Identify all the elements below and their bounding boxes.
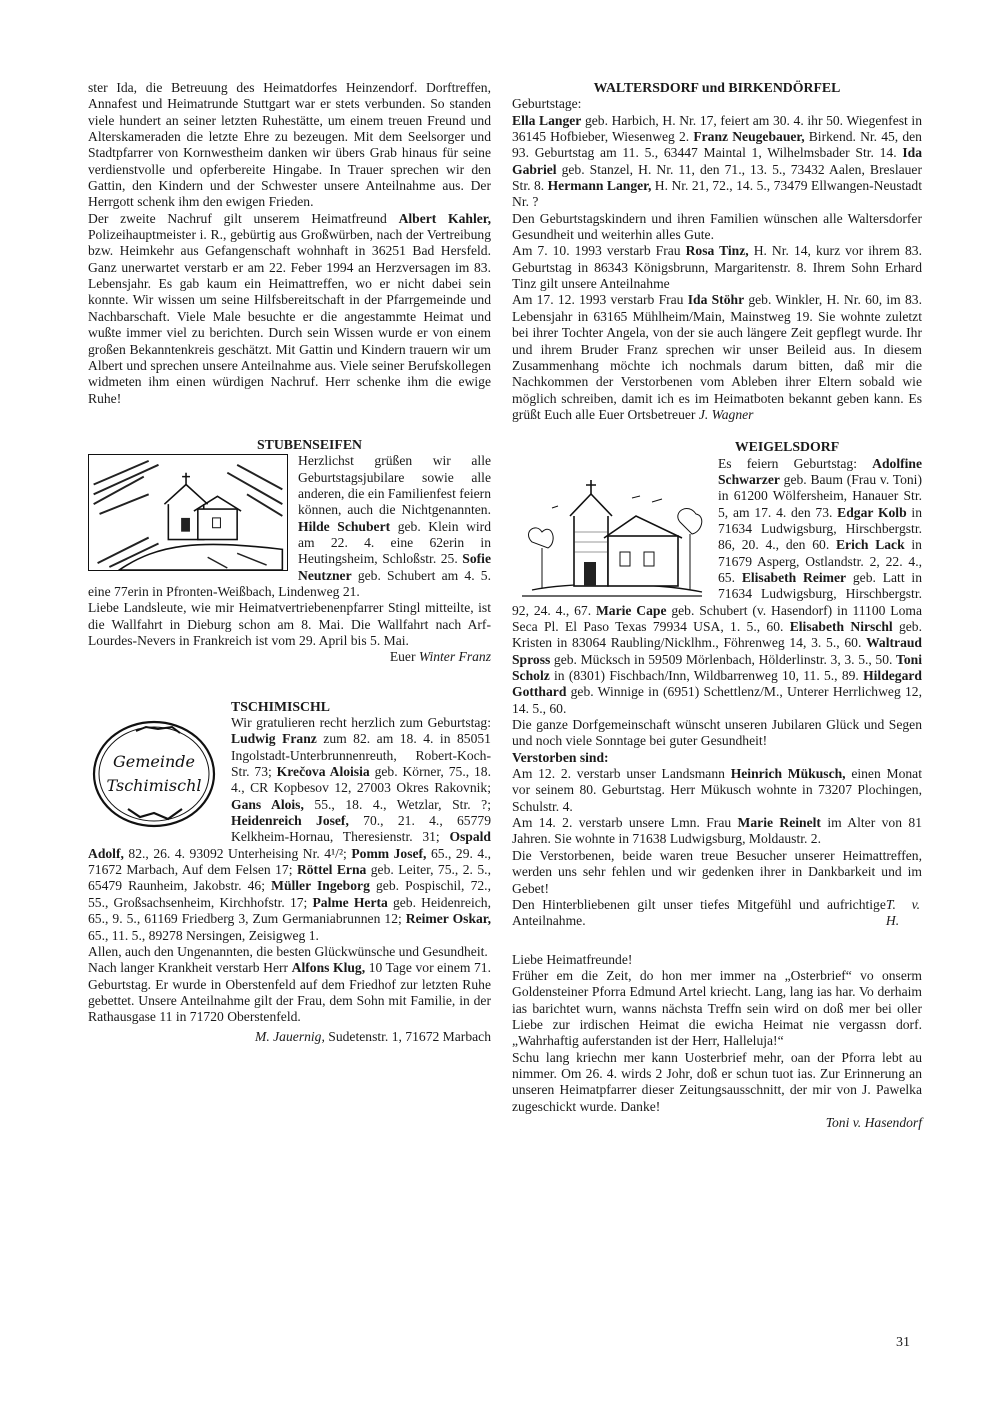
person-name: Albert Kahler,	[398, 210, 491, 226]
tschimischl-signature: M. Jauernig, Sudetenstr. 1, 71672 Marbach	[255, 1028, 491, 1044]
weigelsdorf-signature: T. v. H.	[885, 896, 920, 929]
left-column	[88, 80, 491, 1045]
stamp-seal	[88, 717, 223, 832]
stubenseifen-pilgrimage: Liebe Landsleute, wie mir Heimatvertriebenenpfarrer Stingl mitteilte, ist die Wallfahrt in Dieburg schon am 8. Mai. Die Wallfahrt nach Arf-Lourdes-Nevers in Frankreich ist vom 29. April bis 5. Mai.	[88, 600, 491, 648]
obituary-albert-kahler: Der zweite Nachruf gilt unserem Heimatfreund Albert Kahler, Polizeihauptmeister i. R., gebürtig aus Großwürben, nach der Vertreibung bzw. Heimkehr aus Gefangenschaft wohnhaft in 36251 Bad Hersfeld. Ganz unerwartet verstarb er am 22. Feber 1994 an Herzversagen im 83. Lebensjahr. Es gab kaum ein Heimattreffen, wo er nicht dabei sein konnte. Wir wissen um seine Hilfsbereitschaft in der Pfarrgemeinde und Nachbarschaft. Viele Male besuchte er die angestammte Heimat und wußte immer viel zu berichten. Durch sein Wissen wurde er von einem großen Bekanntenkreis geschätzt. Mit Gattin und Kindern trauern wir um Albert und sprechen unsere Anteilnahme aus. Viele seiner Berufskollegen widmeten ihm einen würdigen Nachruf. Herr schenke ihm die ewige Ruhe!	[88, 210, 491, 406]
letter-signature: Toni v. Hasendorf	[825, 1114, 922, 1130]
waltersdorf-subheading: Geburtstage:	[512, 96, 582, 112]
svg-text:Gemeinde: Gemeinde	[112, 752, 196, 772]
church-illustration-weigelsdorf	[512, 472, 710, 602]
weigelsdorf-birthdays: Es feiern Geburtstag: Adolfine Schwarzer geb. Baum (Frau v. Toni) in 61200 Wölfersheim, Hanauer Str. 5, am 17. 4. den 73. Edgar Kolb in 71634 Ludwigsburg, Hirschbergstr. 86, 20. 4., den 60. Erich Lack in 71679 Asperg, Ostlandstr. 2, 22. 4., 65. Elisabeth Reimer geb. Latt in 71634 Ludwigsburg, Hirschbergstr. 92, 24. 4., 67. Marie Cape geb. Schubert (v. Hasendorf) in 11100 Loma Seca Pl. El Paso Texas 79934 USA, 1. 5., 60. Elisabeth Nirschl geb. Kristen in 83064 Raubling/Nicklhm., Föhrenweg 14, 3. 5., 60. Waltraud Spross geb. Mücksch in 59509 Mörlenbach, Hölderlinstr. 3, 3. 5., 50. Toni Scholz in (8301) Fischbach/Inn, Wildbarrenweg 10, 11. 5., 89. Hildegard Gotthard geb. Winnige in (6951) Schettlenz/M., Unterer Herrlichweg 12, 14. 5., 60.	[512, 455, 922, 716]
letter-greeting: Liebe Heimatfreunde!	[512, 951, 633, 967]
tschimischl-wishes: Allen, auch den Ungenannten, die besten Glückwünsche und Gesundheit.	[88, 943, 488, 959]
stubenseifen-signature: Euer Winter Franz	[389, 649, 491, 665]
section-heading-stubenseifen: STUBENSEIFEN	[256, 436, 363, 452]
section-stubenseifen	[88, 453, 491, 665]
weigelsdorf-obituary-muekusch: Am 12. 2. verstarb unser Landsmann Heinrich Mükusch, einen Monat vor seinem 80. Geburtstag. Herr Mükusch wohnte in 73207 Plochingen, Schulstr. 4.	[512, 766, 922, 814]
church-illustration-stubenseifen	[88, 454, 288, 571]
letter-paragraph-2: Schu lang kriechn mer kann Uosterbrief mehr, oan der Pforra lebt au nimmer. Om 26. 4. wirds 2 Johr, doß er schun tuot ias. Zur Erinnerung an unseren Heimatpfarrer dieser Zeitungsausschnitt, der mir von J. Pawelka zugeschickt wurde. Danke!	[512, 1049, 922, 1114]
section-heading-waltersdorf: WALTERSDORF und BIRKENDÖRFEL	[593, 80, 841, 95]
waltersdorf-wishes: Den Geburtstagskindern und ihren Familien wünschen alle Waltersdorfer Gesundheit und weiterhin alles Gute.	[512, 210, 922, 243]
tschimischl-birthdays: Wir gratulieren recht herzlich zum Geburtstag: Ludwig Franz zum 82. am 18. 4. in 85051 Ingolstadt-Unterbrunnenreuth, Robert-Koch-Str. 73; Krečova Aloisia geb. Körner, 75., 18. 4., CR Kopbesov 12, 27003 Okres Rakovnik; Gans Alois, 55., 18. 4., Wetzlar, Str. ?; Heidenreich Josef, 70., 21. 4., 65779 Kelkheim-Hornau, Theresienstr. 31; Ospald Adolf, 82., 26. 4. 93092 Unterheising Nr. 4¹/²; Pomm Josef, 65., 29. 4., 71672 Marbach, Auf dem Felsen 17; Röttel Erna geb. Leiter, 75., 2. 5., 65479 Raunheim, Jakobstr. 46; Müller Ingeborg geb. Pospischil, 72., 55., Großsachsenheim, Kirchhofstr. 17; Palme Herta geb. Heidenreich, 65., 9. 5., 61169 Friedberg 3, Zum Germaniabrunnen 12; Reimer Oskar, 65., 11. 5., 89278 Nersingen, Zeisigweg 1.	[88, 715, 492, 943]
waltersdorf-birthdays: Ella Langer geb. Harbich, H. Nr. 17, feiert am 30. 4. ihr 50. Wiegenfest in 36145 Hofbieber, Wiesenweg 2. Franz Neugebauer, Birkend. Nr. 45, den 93. Geburtstag am 11. 5., 63447 Maintal 1, Wilhelmsbader Str. 14. Ida Gabriel geb. Stanzel, H. Nr. 11, den 71., 13. 5., 73432 Aalen, Breslauer Str. 8. Hermann Langer, H. Nr. 21, 72., 14. 5., 73479 Ellwangen-Neustadt Nr. ?	[512, 112, 923, 210]
church-drawing	[512, 472, 710, 602]
waltersdorf-obituary-stoehr: Am 17. 12. 1993 verstarb Frau Ida Stöhr geb. Winkler, H. Nr. 60, im 83. Lebensjahr in 63165 Mühlheim/Main, Mainstweg 19. Sie wohnte zuletzt bei ihrer Tochter Angela, von der sie auch längere Zeit gepflegt wurde. Ihr und ihrem Bruder Franz sprechen wir unser Beileid aus. In diesem Zusammenhang möchte ich nochmals darum bitten, daß mir die Nachkommen der Verstorbenen vom Ableben ihrer Eltern sobald wie möglich schreiben, damit ich es im Heimatboten bekannt geben kann. Es grüßt Euch alle Euer Ortsbetreuer J. Wagner	[512, 292, 922, 422]
section-weigelsdorf	[512, 456, 922, 930]
weigelsdorf-condolence: Den Hinterbliebenen gilt unser tiefes Mitgefühl und aufrichtige Anteilnahme. T. v. H.	[512, 896, 920, 929]
church-drawing	[89, 455, 287, 570]
section-tschimischl	[88, 715, 491, 1045]
weigelsdorf-wishes: Die ganze Dorfgemeinschaft wünscht unseren Jubilaren Glück und Segen und noch viele Sonntage bei guter Gesundheit!	[512, 717, 922, 749]
svg-text:Tschimischl: Tschimischl	[106, 776, 202, 796]
right-column	[512, 80, 922, 1131]
section-easter-letter	[512, 952, 922, 1132]
waltersdorf-obituary-tinz: Am 7. 10. 1993 verstarb Frau Rosa Tinz, H. Nr. 14, kurz vor ihrem 83. Geburtstag in 86343 Königsbrunn, Margaritenstr. 8. Ihrem Sohn Erhard Tinz gilt unsere Anteilnahme	[512, 243, 922, 292]
page-number: 31	[896, 1335, 910, 1350]
tschimischl-obituary: Nach langer Krankheit verstarb Herr Alfons Klug, 10 Tage vor einem 71. Geburtstag. Er wurde in Oberstenfeld auf dem Friedhof zur letzten Ruhe gebettet. Unsere Anteilnahme gilt der Frau, dem Sohn mit Familie, in der Rathausgase 11 in 71720 Oberstenfeld.	[88, 960, 491, 1025]
section-heading-tschimischl: TSCHIMISCHL	[231, 698, 330, 714]
stubenseifen-birthdays: Herzlichst grüßen wir alle Geburtstagsjubilare sowie alle anderen, die ein Familienfest feiern können, auch die Nichtgenannten. Hilde Schubert geb. Klein wird am 22. 4. eine 62erin in Heutingsheim, Schloßstr. 25. Sofie Neutzner geb. Schubert am 4. 5. eine 77erin in Pfronten-Weißbach, Lindenweg 21.	[88, 453, 491, 599]
letter-paragraph-1: Früher em die Zeit, do hon mer immer na „Osterbrief“ vo onserm Goldensteiner Pforra Edmund Artel kriecht. Lang, lang ias har. Vo derhaim ias barichtet wurn, wanns nächsta Treffn sein wird on doß mer bei oller Liebe zur irdischen Heimat die ewicha Heimat nie vergassn dorf. „Wahrhaftig auferstanden ist der Herr, Halleluja!“	[512, 967, 922, 1049]
weigelsdorf-remembrance: Die Verstorbenen, beide waren treue Besucher unserer Heimattreffen, werden uns sehr fehlen und wir gedenken ihrer in Dankbarkeit und im Gebet!	[512, 847, 922, 896]
obituary-continuation: ster Ida, die Betreuung des Heimatdorfes Heinzendorf. Dorftreffen, Annafest und Heimatrunde Stuttgart war er stets verbunden. So standen viele hundert an seiner letzten Ruhestätte, um einem treuen Freund und Alterskameraden die letzte Ehre zu bezeugen. Mit dem Seelsorger und Stadtpfarrer von Kornwestheim danken wir übers Grab hinaus für seine verdienstvolle und opferbereite Hingabe. In Trauer sprechen wir den Gattin, den Kindern und der Schwester unsere Anteilnahme aus. Der Herrgott schenk ihm den ewigen Frieden.	[88, 80, 491, 210]
municipality-stamp	[88, 717, 223, 832]
weigelsdorf-obituary-reinelt: Am 14. 2. verstarb unsere Lmn. Frau Marie Reinelt im Alter von 81 Jahren. Sie wohnte in 71638 Ludwigsburg, Moldaustr. 2.	[512, 815, 922, 847]
weigelsdorf-deceased-heading: Verstorben sind:	[512, 749, 609, 765]
section-heading-weigelsdorf: WEIGELSDORF	[734, 439, 840, 455]
